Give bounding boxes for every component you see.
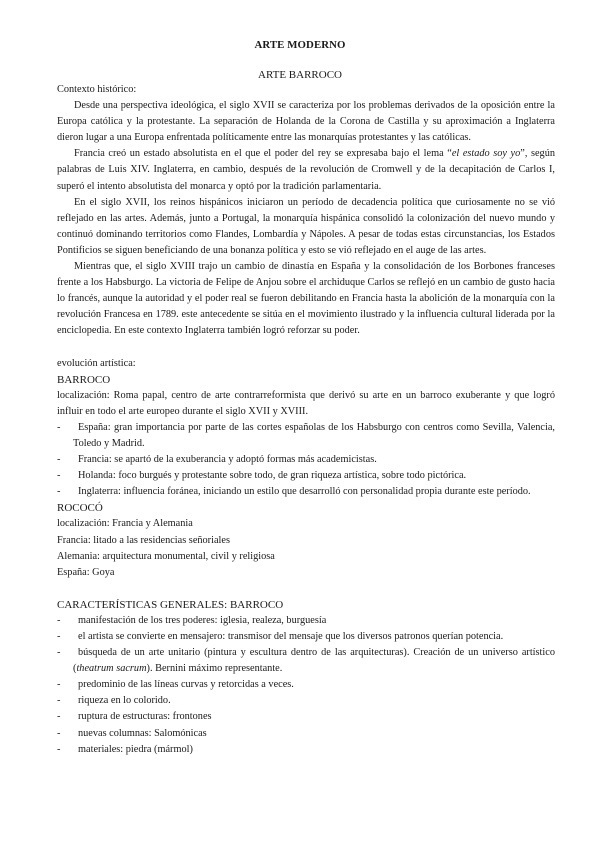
dash-marker: - [57,647,61,659]
list-item [57,452,555,468]
spacer [57,581,555,597]
section-title: ARTE BARROCO [258,69,342,81]
spacer [57,340,555,356]
list-item-text: España: gran importancia por parte de las cortes españolas de los Habsburgo con centros como Sevilla, Valencia, Toledo y Madrid. [73,421,555,449]
unitario-text: búsqueda de un arte unitario (pintura y escultura dentro de las arquitecturas). Creación de un universo artístico ( [73,647,555,675]
list-item [57,629,555,645]
list-item [57,420,555,452]
list-item-text: el artista se convierte en mensajero: transmisor del mensaje que los diversos patronos querían potencia. [78,631,504,642]
list-item-text: riqueza en lo colorido. [78,695,171,707]
list-item-text: manifestación de los tres poderes: iglesia, realeza, burguesía [78,614,327,626]
list-item [57,484,555,500]
dash-marker: - [57,614,61,626]
list-item-text: materiales: piedra (mármol) [78,743,193,755]
list-item-text: predominio de las líneas curvas y retorcidas a veces. [78,679,294,691]
inglaterra-text: Inglaterra, en cambio, después de la revolución de Cromwell y de la decapitación de Carlos I, superó el intento absolutista del monarca y optó por la tradición parlamentaria. [57,164,556,192]
dash-marker: - [57,421,61,433]
contexto-paragraph-francia [57,146,555,194]
dash-marker: - [57,711,61,723]
list-item [57,645,555,677]
unitario-text-end: ). Bernini máximo representante. [146,663,283,675]
rococo-line: localización: Francia y Alemania [57,518,193,530]
dash-marker: - [57,470,61,482]
barroco-heading: BARROCO [57,373,111,386]
barroco-localizacion: localización: Roma papal, centro de arte contrarreformista que derivó su arte en un barroco exuberante y que logró influir en todo el arte europeo durante el siglo XVII y XVIII. [57,389,555,417]
rococo-line: Alemania: arquitectura monumental, civil y religiosa [57,550,275,562]
list-item-text: Holanda: foco burgués y protestante sobre todo, de gran riqueza artística, sobre todo pictórica. [78,470,467,482]
contexto-paragraph: Desde una perspectiva ideológica, el siglo XVII se caracteriza por los problemas derivados de la oposición entre la Europa católica y la protestante. La separación de Holanda de la Corona de Castilla y su aproximación a Inglaterra dieron lugar a una Europa enfrentada políticamente entre las monarquías protestantes y las católicas. [57,100,555,144]
caracteristicas-heading: CARACTERÍSTICAS GENERALES: BARROCO [57,598,284,611]
dash-marker: - [57,631,61,642]
francia-text: Francia creó un estado absolutista en el que el poder del rey se expresaba bajo el lema “ [74,148,452,160]
dash-marker: - [57,454,61,466]
list-item [57,693,555,709]
dash-marker: - [57,486,61,498]
dash-marker: - [57,727,61,739]
francia-motto: el estado soy yo [451,148,521,160]
contexto-paragraph: En el siglo XVII, los reinos hispánicos iniciaron un período de decadencia política que curiosamente no se vió reflejado en las artes. Además, junto a Portugal, la monarquía hispánica consolidó la colonización del nuevo mundo y continuó dominando territorios como Flandes, Lombardía y Nápoles. A pesar de todas estas circunstancias, los Estados Pontificios se siguen beneficiando de una bonanza política y esto se vió reflejado en el auge de las artes. [57,196,555,256]
theatrum-sacrum: theatrum sacrum [76,663,147,675]
francia-text-end: ”, según palabras de Luis XIV. [57,148,555,176]
list-item-text: Inglaterra: influencia foránea, iniciando un estilo que desarrolló con personalidad propia durante este período. [78,486,531,498]
list-item-text: Francia: se apartó de la exuberancia y adoptó formas más academicistas. [78,454,377,466]
list-item [57,677,555,693]
list-item-text: nuevas columnas: Salomónicas [78,727,207,739]
rococo-line: España: Goya [57,566,115,578]
dash-marker: - [57,743,61,755]
list-item-text: ruptura de estructuras: frontones [78,711,212,723]
contexto-paragraph: Mientras que, el siglo XVIII trajo un cambio de dinastía en España y la consolidación de los Borbones franceses frente a los Habsburgo. La victoria de Felipe de Anjou sobre el archiduque Carlos se reflejó en un cambio de gusto hacia lo francés, aunque la autoridad y el poder real se fueron debilitando en Francia hasta la abolición de la monarquía con la revolución Francesa en 1789. este antecedente se sitúa en el movimiento ilustrado y la influencia cultural liderada por la enciclopedia. En este contexto Inglaterra también logró reforzar su poder. [57,261,555,337]
dash-marker: - [57,695,61,707]
rococo-line: Francia: litado a las residencias señoriales [57,534,230,546]
evolucion-label: evolución artística: [57,357,136,369]
document-body [57,82,555,758]
list-item [57,742,555,758]
list-item [57,726,555,742]
list-item [57,709,555,725]
document-title: ARTE MODERNO [254,39,346,51]
rococo-heading: ROCOCÓ [57,502,103,515]
dash-marker: - [57,679,61,691]
list-item [57,468,555,484]
contexto-label: Contexto histórico: [57,84,137,95]
list-item [57,613,555,629]
